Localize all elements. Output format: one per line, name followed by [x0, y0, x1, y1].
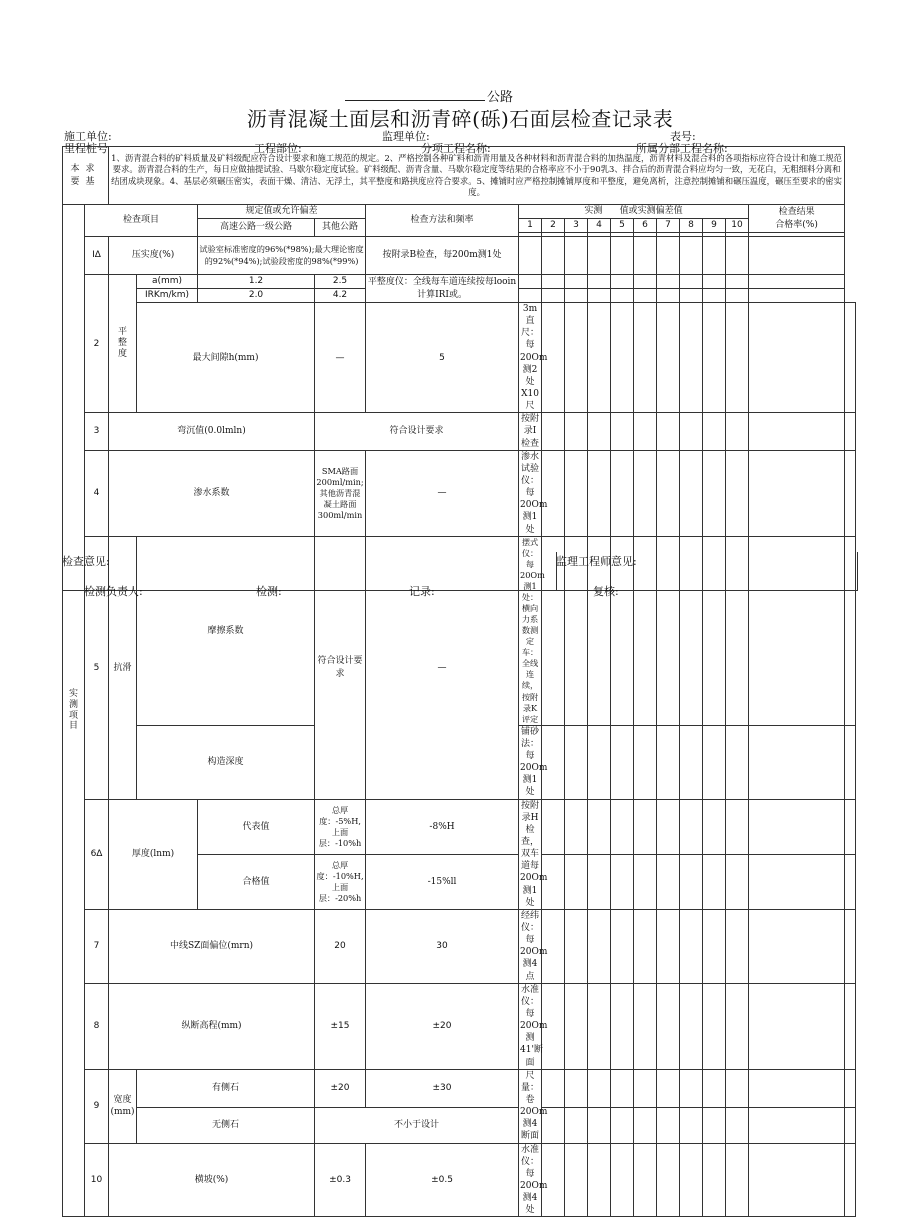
- table-row: [63, 450, 856, 536]
- row5-no: 5: [85, 536, 109, 799]
- row9a-high: ±20: [315, 1069, 366, 1107]
- header-measured-b: 值或实测偏差值: [619, 206, 683, 217]
- construction-unit-label: 施工单位:: [64, 130, 112, 143]
- row2-group-cell: [109, 275, 137, 413]
- table-row: [63, 237, 856, 275]
- row10-high: ±0.3: [315, 1143, 366, 1217]
- row9a-name: 有侧石: [137, 1069, 315, 1107]
- row3-spec: 符合设计要求: [315, 413, 519, 450]
- row5-group: 抗滑: [109, 536, 137, 799]
- requirements-label-a: 本求: [70, 164, 101, 175]
- row1-spec: 试验室标准密度的96%(*98%);最大理论密度的92%(*94%);试验段密度的98%(*99%): [198, 237, 366, 275]
- row8-high: ±15: [315, 983, 366, 1069]
- row2b-other: 4.2: [315, 289, 366, 303]
- row7-other: 30: [366, 909, 519, 983]
- col-3: 3: [565, 219, 588, 233]
- table-row: [63, 983, 856, 1069]
- sign-record-label: 记录:: [409, 585, 435, 598]
- sign-review-label: 复核:: [593, 585, 619, 598]
- sign-lead-label: 检测负责人:: [84, 585, 143, 598]
- row5-spec: 符合设计要求: [315, 536, 366, 799]
- requirements-row: [63, 147, 856, 205]
- requirements-text: 1、沥青混合料的矿料质量及矿料级配应符合设计要求和施工规范的规定。2、严格控制各种矿料和沥青用量及各种材料和沥青混合料的加热温度，沥青材料及混合料的各项指标应符合设计和施工规范要求。沥青混合料的生产，每日应做抽提试验、马歇尔稳定度试验。矿料级配、沥青含量、马歇尔稳定度等结果的合格率应不小于90乳3、拌合后的沥青混合料应均匀一致，无花白，无粗细料分离和结团成块现象。4、基层必须碾压密实，表面干燥、清洁、无浮土，其平整度和路拱度应符合要求。5、摊铺时应严格控制摊铺厚度和平整度，避免离析，注意控制摊铺和碾压温度，碾压至要求的密实度。: [109, 147, 845, 205]
- supervision-unit-label: 监理单位:: [382, 130, 430, 143]
- row3-no: 3: [85, 413, 109, 450]
- header-item: 检查项目: [85, 205, 198, 237]
- row5a-name: 摩擦系数: [137, 536, 315, 725]
- table-row: [63, 1069, 856, 1107]
- table-row: [63, 799, 856, 854]
- row5b-name: 构造深度: [137, 725, 315, 799]
- row8-no: 8: [85, 983, 109, 1069]
- row8-name: 纵断高程(mm): [109, 983, 315, 1069]
- row6a-name: 代表值: [198, 799, 315, 854]
- mileage-label: 里程桩号: [64, 142, 108, 155]
- row6a-high: 总厚度：-5%H,上面层：-10%h: [315, 799, 366, 854]
- row4-name: 渗水系数: [109, 450, 315, 536]
- row4-spec-high: SMA路面200ml/min;其他沥青混凝土路面300ml/min: [315, 450, 366, 536]
- row2a-other: 2.5: [315, 275, 366, 289]
- opinion-area: [62, 552, 858, 591]
- row9b-spec: 不小于设计: [315, 1107, 519, 1143]
- row6b-high: 总厚度：-10%H,上面层：-20%h: [315, 854, 366, 909]
- row6a-other: -8%H: [366, 799, 519, 854]
- table-row: [63, 1143, 856, 1217]
- form-no-label: 表号:: [670, 130, 696, 143]
- col-2: 2: [542, 219, 565, 233]
- row4-method: 渗水试验仪：每20Om测1处: [520, 451, 548, 535]
- row6-group: 厚度(lnm): [109, 799, 198, 909]
- row9-method: 尺量：卷20Om测4断面: [520, 1070, 548, 1142]
- row9-no: 9: [85, 1069, 109, 1143]
- header-measured: [519, 205, 749, 219]
- requirements-label: [63, 147, 109, 205]
- row1-method: 按附录B检查，每200m测1处: [366, 237, 519, 275]
- col-10: 10: [726, 219, 749, 233]
- row2c-high: —: [315, 303, 366, 413]
- table-row: [63, 413, 856, 450]
- row9a-other: ±30: [366, 1069, 519, 1107]
- row5-method-b: 铺砂法：每20Om测1处: [520, 726, 548, 798]
- header-result: 检查结果: [749, 205, 845, 219]
- table-row: [63, 275, 856, 289]
- header-measured-a: 实测: [584, 206, 603, 217]
- col-9: 9: [703, 219, 726, 233]
- table-row: [63, 303, 856, 413]
- col-8: 8: [680, 219, 703, 233]
- project-part-label: 工程部位:: [254, 142, 302, 155]
- road-name-blank[interactable]: [345, 100, 485, 101]
- row1-name: 压实度(%): [109, 237, 198, 275]
- row10-method: 水准仪：每20Om测4处: [520, 1144, 548, 1216]
- row5-spec-other: —: [366, 536, 519, 799]
- row6-method: 按附录H检查，双车道每20Om测1处: [520, 800, 548, 908]
- row10-other: ±0.5: [366, 1143, 519, 1217]
- row2-no: 2: [85, 275, 109, 413]
- header-spec-other: 其他公路: [315, 219, 366, 237]
- row2b-high: 2.0: [198, 289, 315, 303]
- row5-method-a: 摆式仪：每20Om测1处：横向力系数测定车：全线连续，按附录K评定: [520, 536, 545, 724]
- col-6: 6: [634, 219, 657, 233]
- row7-method: 经纬仪：每20Om测4点: [520, 910, 548, 982]
- row6b-name: 合格值: [198, 854, 315, 909]
- table-header-row: [63, 205, 856, 219]
- section-label: 实测项目: [68, 688, 78, 732]
- row6b-other: -15%ll: [366, 854, 519, 909]
- row10-no: 10: [85, 1143, 109, 1217]
- sub-project-label: 分项工程名称:: [421, 142, 491, 155]
- division-label: 所属分部工程名称:: [636, 142, 728, 155]
- row9b-name: 无侧石: [137, 1107, 315, 1143]
- inspection-table: [62, 146, 856, 1217]
- row2-method-c: 3m直尺：每20Om测2处X10尺: [520, 304, 548, 412]
- row2c-other: 5: [366, 303, 519, 413]
- row2a-name: a(mm): [137, 275, 198, 289]
- row2a-high: 1.2: [198, 275, 315, 289]
- header-spec-high: 高速公路一级公路: [198, 219, 315, 237]
- header-spec: 规定值或允许偏差: [198, 205, 366, 219]
- supervisor-opinion-label: 监理工程师意见:: [556, 555, 637, 568]
- table-row: [63, 1107, 856, 1143]
- row2-group: 平整度: [118, 327, 128, 359]
- row10-name: 横坡(%): [109, 1143, 315, 1217]
- col-7: 7: [657, 219, 680, 233]
- row8-other: ±20: [366, 983, 519, 1069]
- row4-no: 4: [85, 450, 109, 536]
- row2-method-ab: 平整度仪：全线每车道连续按每looin计算IRI或。: [366, 275, 519, 303]
- row2c-name: 最大间隙h(mm): [137, 303, 315, 413]
- row4-spec-other: —: [366, 450, 519, 536]
- row7-no: 7: [85, 909, 109, 983]
- row2b-name: IRKm/km): [137, 289, 198, 303]
- row7-name: 中线SZ面偏位(mrn): [109, 909, 315, 983]
- sign-test-label: 检测:: [256, 585, 282, 598]
- row7-high: 20: [315, 909, 366, 983]
- road-suffix: 公路: [487, 90, 514, 105]
- inspection-opinion-label: 检查意见:: [62, 555, 110, 568]
- col-5: 5: [611, 219, 634, 233]
- col-4: 4: [588, 219, 611, 233]
- row3-name: 弯沉值(0.0lmln): [109, 413, 315, 450]
- table-row: [63, 909, 856, 983]
- col-1: 1: [519, 219, 542, 233]
- header-method: 检查方法和频率: [366, 205, 519, 237]
- page-title: 沥青混凝土面层和沥青碎(砾)石面层检查记录表: [246, 107, 674, 131]
- header-pass-rate: 合格率(%): [749, 219, 845, 233]
- section-label-cell: [63, 205, 85, 1217]
- row9-group: 宽度(mm): [109, 1069, 137, 1143]
- row6-no: 6Δ: [85, 799, 109, 909]
- row1-no: IΔ: [85, 237, 109, 275]
- row3-method: 按附录I检查: [519, 413, 542, 450]
- row8-method: 水准仪：每20Om测41'断面: [520, 984, 548, 1068]
- requirements-label-b: 要基: [70, 176, 101, 187]
